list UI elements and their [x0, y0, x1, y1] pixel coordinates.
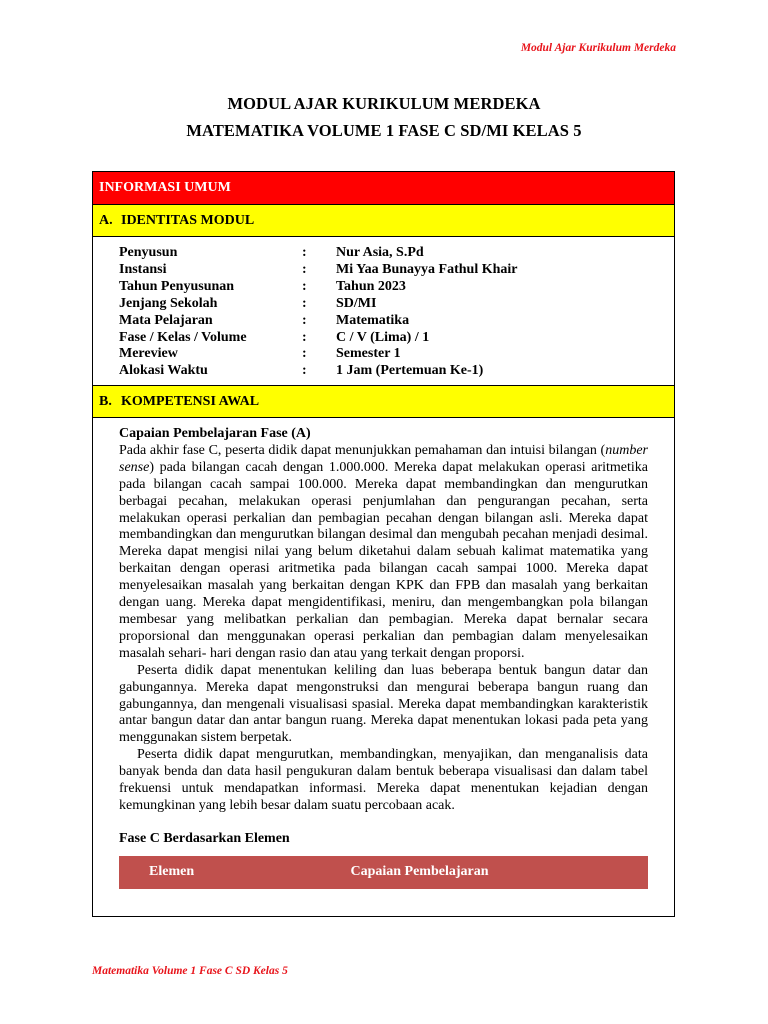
paragraph-2: Peserta didik dapat menentukan keliling dan luas beberapa bentuk bangun datar dan gabungannya. Mereka dapat mengonstruksi dan mengurai beberapa bangun ruang dan gabungannya, dan mengenali visualisasi spasial. Mereka dapat membandingkan karakteristik antar bangun datar dan antar bangun ruang. Mereka dapat menentukan lokasi pada peta yang menggunakan sistem berpetak. [119, 662, 648, 746]
identity-value: Semester 1 [336, 346, 401, 362]
identity-row [119, 330, 674, 347]
identity-row [119, 346, 674, 363]
identity-colon: : [302, 312, 307, 328]
paragraph-text: Pada akhir fase C, peserta didik dapat menunjukkan pemahaman dan intuisi bilangan ( [119, 442, 606, 458]
identity-row [119, 245, 674, 262]
paragraph-3: Peserta didik dapat mengurutkan, membandingkan, menyajikan, dan menganalisis data banyak benda dan data hasil pengukuran dalam bentuk beberapa visualisasi dan dalam tabel frekuensi untuk mendapatkan informasi. Mereka dapat menentukan kejadian dengan kemungkinan yang lebih besar dalam suatu percobaan acak. [119, 747, 648, 813]
identity-colon: : [302, 295, 307, 311]
identity-colon: : [302, 329, 307, 345]
document-subtitle: MATEMATIKA VOLUME 1 FASE C SD/MI KELAS 5 [186, 121, 582, 140]
identity-colon: : [302, 261, 307, 277]
identity-value: Tahun 2023 [336, 278, 406, 294]
identity-value: Matematika [336, 312, 410, 328]
kompetensi-content [93, 418, 674, 889]
identity-row [119, 279, 674, 296]
section-informasi-umum [93, 172, 674, 205]
identity-colon: : [302, 278, 307, 294]
running-footer: Matematika Volume 1 Fase C SD Kelas 5 [92, 965, 288, 977]
identity-label: Fase / Kelas / Volume [119, 329, 247, 345]
elemen-table-header [119, 856, 648, 889]
identity-row [119, 313, 674, 330]
identity-label: Jenjang Sekolah [119, 295, 218, 311]
identity-list [93, 237, 674, 386]
document-title: MODUL AJAR KURIKULUM MERDEKA [227, 94, 541, 113]
column-header-capaian: Capaian Pembelajaran [350, 863, 489, 879]
identity-label: Instansi [119, 261, 167, 277]
identity-row [119, 363, 674, 380]
identity-value: SD/MI [336, 295, 377, 311]
identity-value: C / V (Lima) / 1 [336, 329, 430, 345]
elemen-heading: Fase C Berdasarkan Elemen [119, 830, 290, 846]
identity-colon: : [302, 363, 307, 379]
emphasis-text: number sense [119, 442, 648, 475]
identity-label: Mata Pelajaran [119, 312, 213, 328]
section-identitas-modul [93, 205, 674, 237]
identity-row [119, 262, 674, 279]
section-number: B. [99, 393, 112, 409]
identity-label: Mereview [119, 346, 178, 362]
section-label: INFORMASI UMUM [99, 180, 231, 195]
section-label: KOMPETENSI AWAL [121, 393, 260, 409]
identity-label: Alokasi Waktu [119, 363, 208, 379]
identity-value: 1 Jam (Pertemuan Ke-1) [336, 363, 484, 379]
section-label: IDENTITAS MODUL [121, 212, 255, 228]
section-kompetensi-awal [93, 386, 674, 418]
identity-value: Nur Asia, S.Pd [336, 245, 424, 260]
paragraph-text: ) pada bilangan cacah dengan 1.000.000. Mereka dapat melakukan operasi aritmetika pada bilangan cacah sampai 100.000. Mereka dapat membandingkan dan mengurutkan berbagai pecahan, melakukan operasi penjumlahan dan pengurangan pecahan, serta melakukan operasi perkalian dan pembagian pecahan dengan bilangan asli. Mereka dapat membandingkan dan mengurutkan bilangan desimal dan mengubah pecahan menjadi desimal. Mereka dapat mengisi nilai yang belum diketahui dalam sebuah kalimat matematika yang berkaitan dengan operasi aritmetika pada bilangan cacah sampai 1000. Mereka dapat menyelesaikan masalah yang berkaitan dengan KPK dan FPB dan masalah yang berkaitan dengan uang. Mereka dapat mengidentifikasi, meniru, dan mengembangkan pola bilangan membesar yang melibatkan perkalian dan pembagian. Mereka dapat bernalar secara proporsional dan menggunakan operasi perkalian dan pembagian dalam menyelesaikan masalah sehari- hari dengan rasio dan atau yang terkait dengan proporsi. [119, 459, 648, 661]
identity-colon: : [302, 346, 307, 362]
capaian-heading: Capaian Pembelajaran Fase (A) [119, 426, 311, 441]
module-info-box [92, 171, 675, 917]
identity-row [119, 296, 674, 313]
identity-label: Tahun Penyusunan [119, 278, 235, 294]
identity-label: Penyusun [119, 245, 178, 260]
running-header: Modul Ajar Kurikulum Merdeka [520, 42, 676, 54]
paragraph-1 [119, 443, 648, 663]
identity-colon: : [302, 245, 307, 260]
section-number: A. [99, 212, 113, 228]
column-header-elemen: Elemen [149, 863, 195, 879]
identity-value: Mi Yaa Bunayya Fathul Khair [336, 261, 518, 277]
